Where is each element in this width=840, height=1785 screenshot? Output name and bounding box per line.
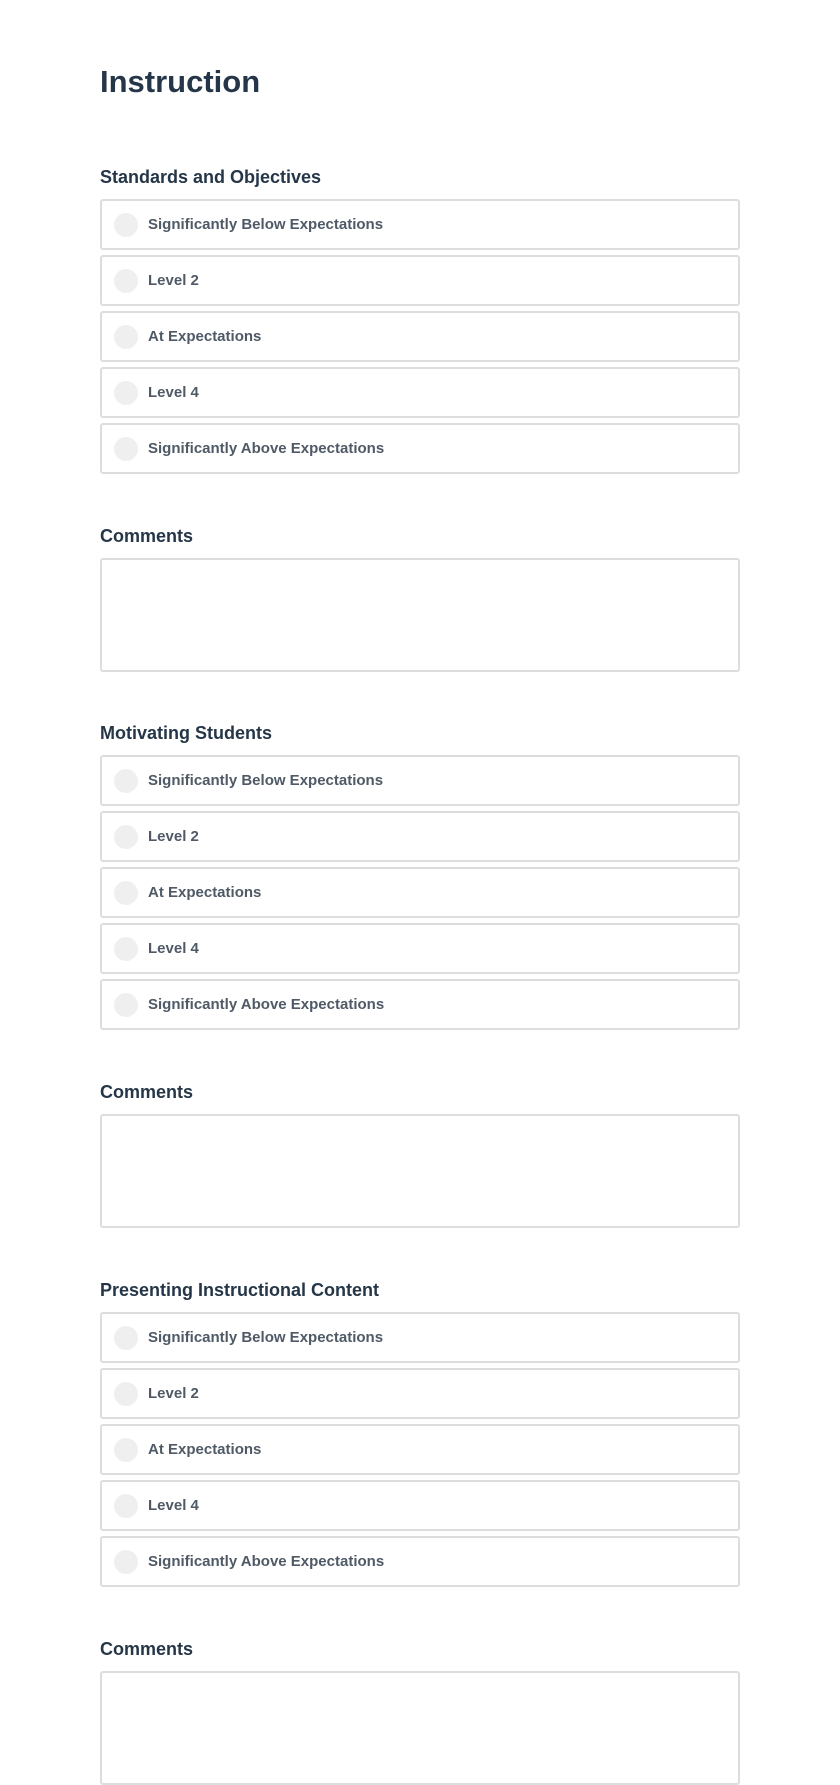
rating-option-level-2[interactable]: [100, 255, 740, 306]
rating-option-label: Level 2: [148, 272, 199, 289]
rating-option-significantly-above[interactable]: [100, 1536, 740, 1587]
radio-button-icon[interactable]: [114, 937, 138, 961]
rating-option-label: At Expectations: [148, 328, 262, 345]
rating-option-label: Level 2: [148, 828, 199, 845]
radio-button-icon[interactable]: [114, 993, 138, 1017]
radio-button-icon[interactable]: [114, 881, 138, 905]
radio-button-icon[interactable]: [114, 769, 138, 793]
comments-label: Comments: [100, 1639, 194, 1659]
rating-option-label: Significantly Above Expectations: [148, 996, 385, 1013]
rating-option-label: Level 4: [148, 1497, 199, 1514]
rating-option-at-expectations[interactable]: [100, 867, 740, 918]
radio-button-icon[interactable]: [114, 381, 138, 405]
rating-option-label: Significantly Below Expectations: [148, 1329, 384, 1346]
comments-textarea-presenting-instructional-content[interactable]: [100, 1671, 740, 1785]
rating-group-presenting-instructional-content: [100, 1312, 740, 1592]
radio-button-icon[interactable]: [114, 437, 138, 461]
rating-group-motivating-students: [100, 755, 740, 1035]
rating-option-level-4[interactable]: [100, 367, 740, 418]
rating-option-label: Level 4: [148, 940, 199, 957]
rating-option-label: Significantly Above Expectations: [148, 1553, 385, 1570]
rating-option-label: Significantly Below Expectations: [148, 772, 384, 789]
rating-option-label: At Expectations: [148, 884, 262, 901]
comments-label: Comments: [100, 1082, 194, 1102]
rating-group-standards-objectives: [100, 199, 740, 479]
radio-button-icon[interactable]: [114, 1494, 138, 1518]
rating-option-level-2[interactable]: [100, 1368, 740, 1419]
rating-option-label: Level 2: [148, 1385, 199, 1402]
rating-option-significantly-below[interactable]: [100, 199, 740, 250]
radio-button-icon[interactable]: [114, 1382, 138, 1406]
rating-option-label: At Expectations: [148, 1441, 262, 1458]
comments-textarea-standards-objectives[interactable]: [100, 558, 740, 672]
rating-option-significantly-below[interactable]: [100, 1312, 740, 1363]
radio-button-icon[interactable]: [114, 1438, 138, 1462]
radio-button-icon[interactable]: [114, 325, 138, 349]
rating-option-level-4[interactable]: [100, 923, 740, 974]
section-title-presenting-instructional-content: Presenting Instructional Content: [100, 1280, 380, 1300]
page-title: Instruction: [100, 64, 261, 99]
rating-option-level-4[interactable]: [100, 1480, 740, 1531]
rating-option-at-expectations[interactable]: [100, 311, 740, 362]
radio-button-icon[interactable]: [114, 825, 138, 849]
radio-button-icon[interactable]: [114, 1326, 138, 1350]
rating-option-at-expectations[interactable]: [100, 1424, 740, 1475]
rating-option-level-2[interactable]: [100, 811, 740, 862]
rating-option-label: Level 4: [148, 384, 199, 401]
radio-button-icon[interactable]: [114, 213, 138, 237]
radio-button-icon[interactable]: [114, 1550, 138, 1574]
rating-option-significantly-above[interactable]: [100, 979, 740, 1030]
rating-option-significantly-above[interactable]: [100, 423, 740, 474]
rating-option-significantly-below[interactable]: [100, 755, 740, 806]
rating-option-label: Significantly Above Expectations: [148, 440, 385, 457]
comments-label: Comments: [100, 526, 194, 546]
section-title-motivating-students: Motivating Students: [100, 723, 272, 743]
comments-textarea-motivating-students[interactable]: [100, 1114, 740, 1228]
radio-button-icon[interactable]: [114, 269, 138, 293]
section-title-standards-objectives: Standards and Objectives: [100, 167, 322, 187]
rating-option-label: Significantly Below Expectations: [148, 216, 384, 233]
